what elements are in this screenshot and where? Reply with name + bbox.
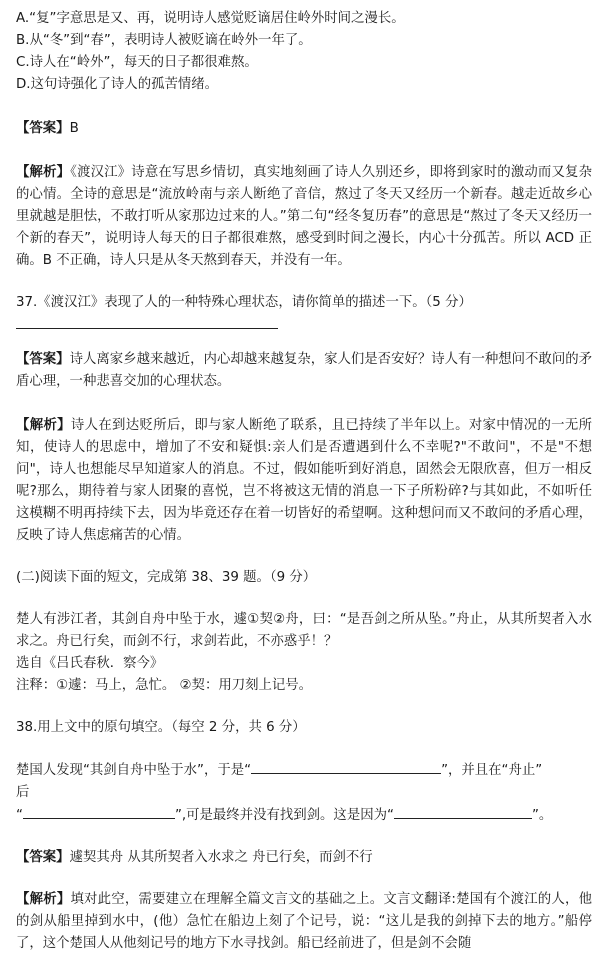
analysis-label: 【解析】: [16, 418, 71, 433]
analysis-text: 《渡汉江》诗意在写思乡情切，真实地刻画了诗人久别还乡，即将到家时的激动而又复杂的心情。全诗的意思是“流放岭南与亲人断绝了音信，熬过了冬天又经历一个新春。越走近故乡心里就越是胆怯，不敢打听从家那边过来的人。”第二句“经冬复历春”的意思是“熬过了冬天又经历一个新的春天”，说明诗人每天的日子都很难熬，感受到时间之漫长，内心十分孤苦。所以 ACD 正确。B 不正确，诗人只是从冬天熬到春天，并没有一年。: [16, 165, 592, 268]
option-b: B.从“冬”到“春”，表明诗人被贬谪在岭外一年了。: [16, 33, 312, 48]
analysis-38: [16, 889, 592, 955]
analysis-37: [16, 415, 592, 547]
fill-text-2: ”，并且在“舟止”: [441, 763, 543, 778]
answer-label: 【答案】: [16, 850, 70, 865]
option-a: A.“复”字意思是又、再，说明诗人感觉贬谪居住岭外时间之漫长。: [16, 11, 405, 26]
question-38-fill-2: [16, 804, 592, 827]
answer-38: [16, 847, 592, 869]
analysis-text: 诗人在到达贬所后，即与家人断绝了联系，且已持续了半年以上。对家中情况的一无所知，使诗人的思虑中，增加了不安和疑惧:亲人们是否遭遇到什么不幸呢?"不敢问"，不是"不想问"，诗人也想能尽早知道家人的消息。不过，假如能听到好消息，固然会无限欣喜，但万一相反呢?那么，期待着与家人团聚的喜悦，岂不将被这无情的消息一下子所粉碎?与其如此，不如听任这模糊不明再持续下去，因为毕竟还存在着一切皆好的希望啊。这种想问而又不敢问的矛盾心理，反映了诗人焦虑痛苦的心情。: [16, 418, 592, 543]
document-page: [16, 8, 592, 955]
answer-37: [16, 349, 592, 393]
answer-text: 诗人离家乡越来越近，内心却越来越复杂，家人们是否安好？诗人有一种想问不敢问的矛盾心理，一种悲喜交加的心理状态。: [16, 352, 593, 389]
answer-label: 【答案】: [16, 121, 70, 136]
answer-36: [16, 118, 592, 140]
answer-value: B: [69, 121, 79, 136]
blank-1[interactable]: [251, 759, 441, 774]
analysis-label: 【解析】: [16, 892, 71, 907]
fill-text-5: ”,可是最终并没有找到剑。这是因为“: [174, 808, 394, 823]
question-38-fill: [16, 759, 592, 782]
question-37: 37.《渡汉江》表现了人的一种特殊心理状态，请你简单的描述一下。（5 分）: [16, 295, 472, 310]
question-38: 38.用上文中的原句填空。（每空 2 分，共 6 分）: [16, 720, 306, 735]
option-c: C.诗人在“岭外”，每天的日子都很难熬。: [16, 55, 258, 70]
blank-2[interactable]: [23, 804, 175, 819]
analysis-text: 填对此空，需要建立在理解全篇文言文的基础之上。文言文翻译:楚国有个渡江的人，他的剑从船里掉到水中，(他）急忙在船边上刻了个记号，说：“这儿是我的剑掉下去的地方。”船停了，这个楚国人从他刻记号的地方下水寻找剑。船已经前进了，但是剑不会随: [16, 892, 593, 951]
analysis-label: 【解析】: [16, 165, 71, 180]
fill-text-1: 楚国人发现“其剑自舟中坠于水”，于是“: [16, 763, 252, 778]
analysis-36: [16, 162, 592, 272]
fill-text-4: “: [16, 808, 23, 823]
answer-label: 【答案】: [16, 352, 70, 367]
answer-line: [16, 318, 278, 329]
passage-source: 选自《吕氏春秋．察今》: [16, 656, 164, 671]
passage-notes: 注释：①遽：马上，急忙。 ②契：用刀刻上记号。: [16, 678, 313, 693]
section-heading: (二)阅读下面的短文，完成第 38、39 题。（9 分）: [16, 570, 317, 585]
answer-text: 遽契其舟 从其所契者入水求之 舟已行矣，而剑不行: [69, 850, 373, 865]
blank-3[interactable]: [394, 804, 532, 819]
passage-body: 楚人有涉江者，其剑自舟中坠于水，遽①契②舟，曰：“是吾剑之所从坠。”舟止，从其所契者入水求之。舟已行矣，而剑不行，求剑若此，不亦惑乎！？: [16, 612, 592, 649]
option-d: D.这句诗强化了诗人的孤苦情绪。: [16, 77, 219, 92]
fill-text-3: 后: [16, 785, 30, 800]
fill-text-6: ”。: [531, 808, 553, 823]
